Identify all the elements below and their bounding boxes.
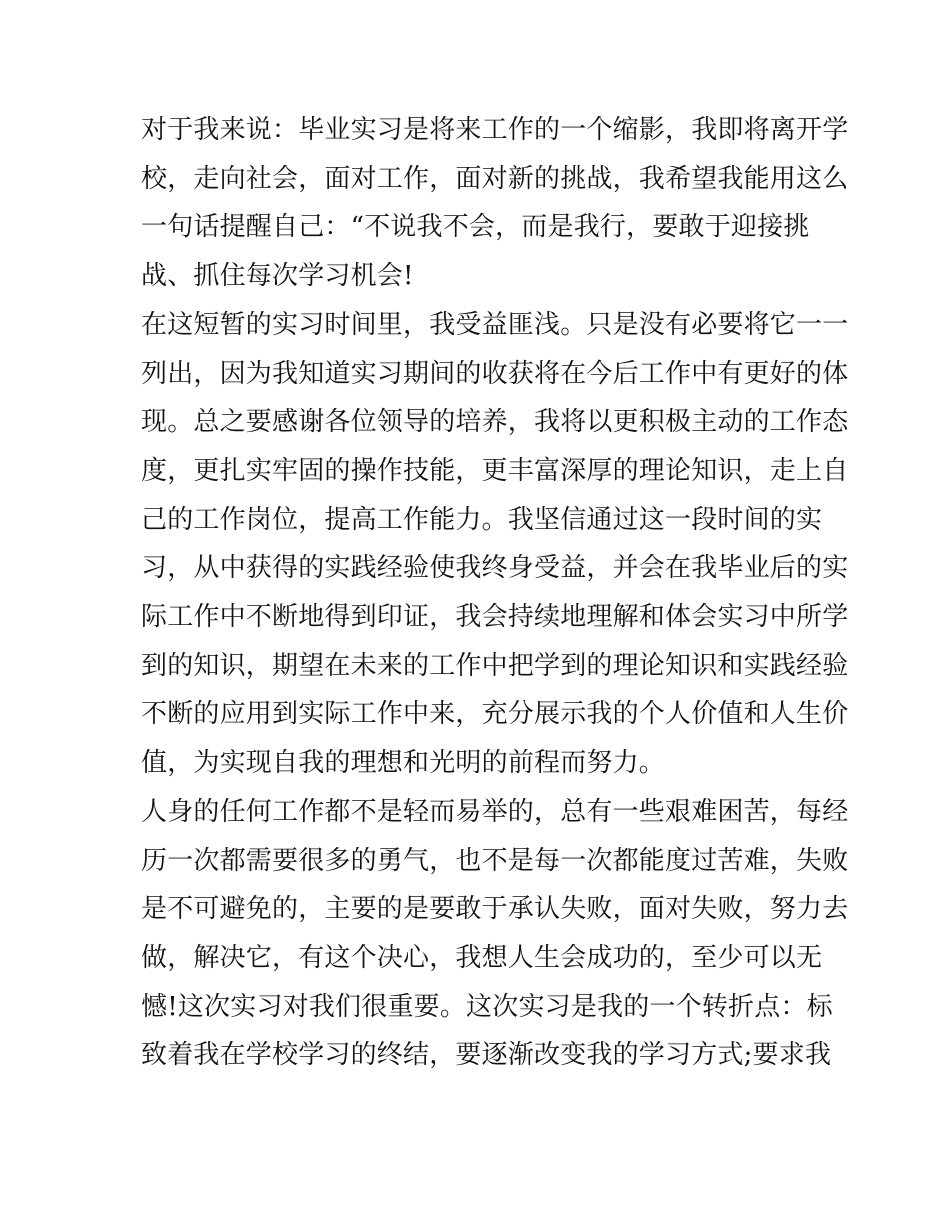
body-text bbox=[141, 106, 849, 1080]
text-line: 致着我在学校学习的终结，要逐渐改变我的学习方式;要求我 bbox=[141, 1040, 832, 1071]
text-line: 历一次都需要很多的勇气，也不是每一次都能度过苦难，失败 bbox=[141, 845, 849, 876]
text-line: 校，走向社会，面对工作，面对新的挑战，我希望我能用这么 bbox=[141, 163, 849, 194]
text-line: 现。总之要感谢各位领导的培养，我将以更积极主动的工作态 bbox=[141, 407, 849, 438]
text-line: 憾!这次实习对我们很重要。这次实习是我的一个转折点：标 bbox=[141, 991, 833, 1022]
text-line: 不断的应用到实际工作中来，充分展示我的个人价值和人生价 bbox=[141, 699, 849, 730]
text-line: 做，解决它，有这个决心，我想人生会成功的，至少可以无 bbox=[141, 942, 823, 973]
text-line: 在这短暂的实习时间里，我受益匪浅。只是没有必要将它一一 bbox=[141, 309, 849, 340]
text-line: 到的知识，期望在未来的工作中把学到的理论知识和实践经验 bbox=[141, 650, 849, 681]
text-line: 一句话提醒自己：“不说我不会，而是我行，要敢于迎接挑 bbox=[141, 212, 810, 243]
text-line: 习，从中获得的实践经验使我终身受益，并会在我毕业后的实 bbox=[141, 553, 849, 584]
text-line: 列出，因为我知道实习期间的收获将在今后工作中有更好的体 bbox=[141, 358, 849, 389]
text-line: 度，更扎实牢固的操作技能，更丰富深厚的理论知识，走上自 bbox=[141, 455, 849, 486]
text-line: 战、抓住每次学习机会! bbox=[141, 261, 414, 292]
text-line: 人身的任何工作都不是轻而易举的，总有一些艰难困苦，每经 bbox=[141, 796, 849, 827]
text-line: 己的工作岗位，提高工作能力。我坚信通过这一段时间的实 bbox=[141, 504, 823, 535]
text-line: 值，为实现自我的理想和光明的前程而努力。 bbox=[141, 748, 666, 779]
text-line: 对于我来说：毕业实习是将来工作的一个缩影，我即将离开学 bbox=[141, 115, 849, 145]
text-line: 际工作中不断地得到印证，我会持续地理解和体会实习中所学 bbox=[141, 602, 849, 633]
text-line: 是不可避免的，主要的是要敢于承认失败，面对失败，努力去 bbox=[141, 894, 849, 925]
